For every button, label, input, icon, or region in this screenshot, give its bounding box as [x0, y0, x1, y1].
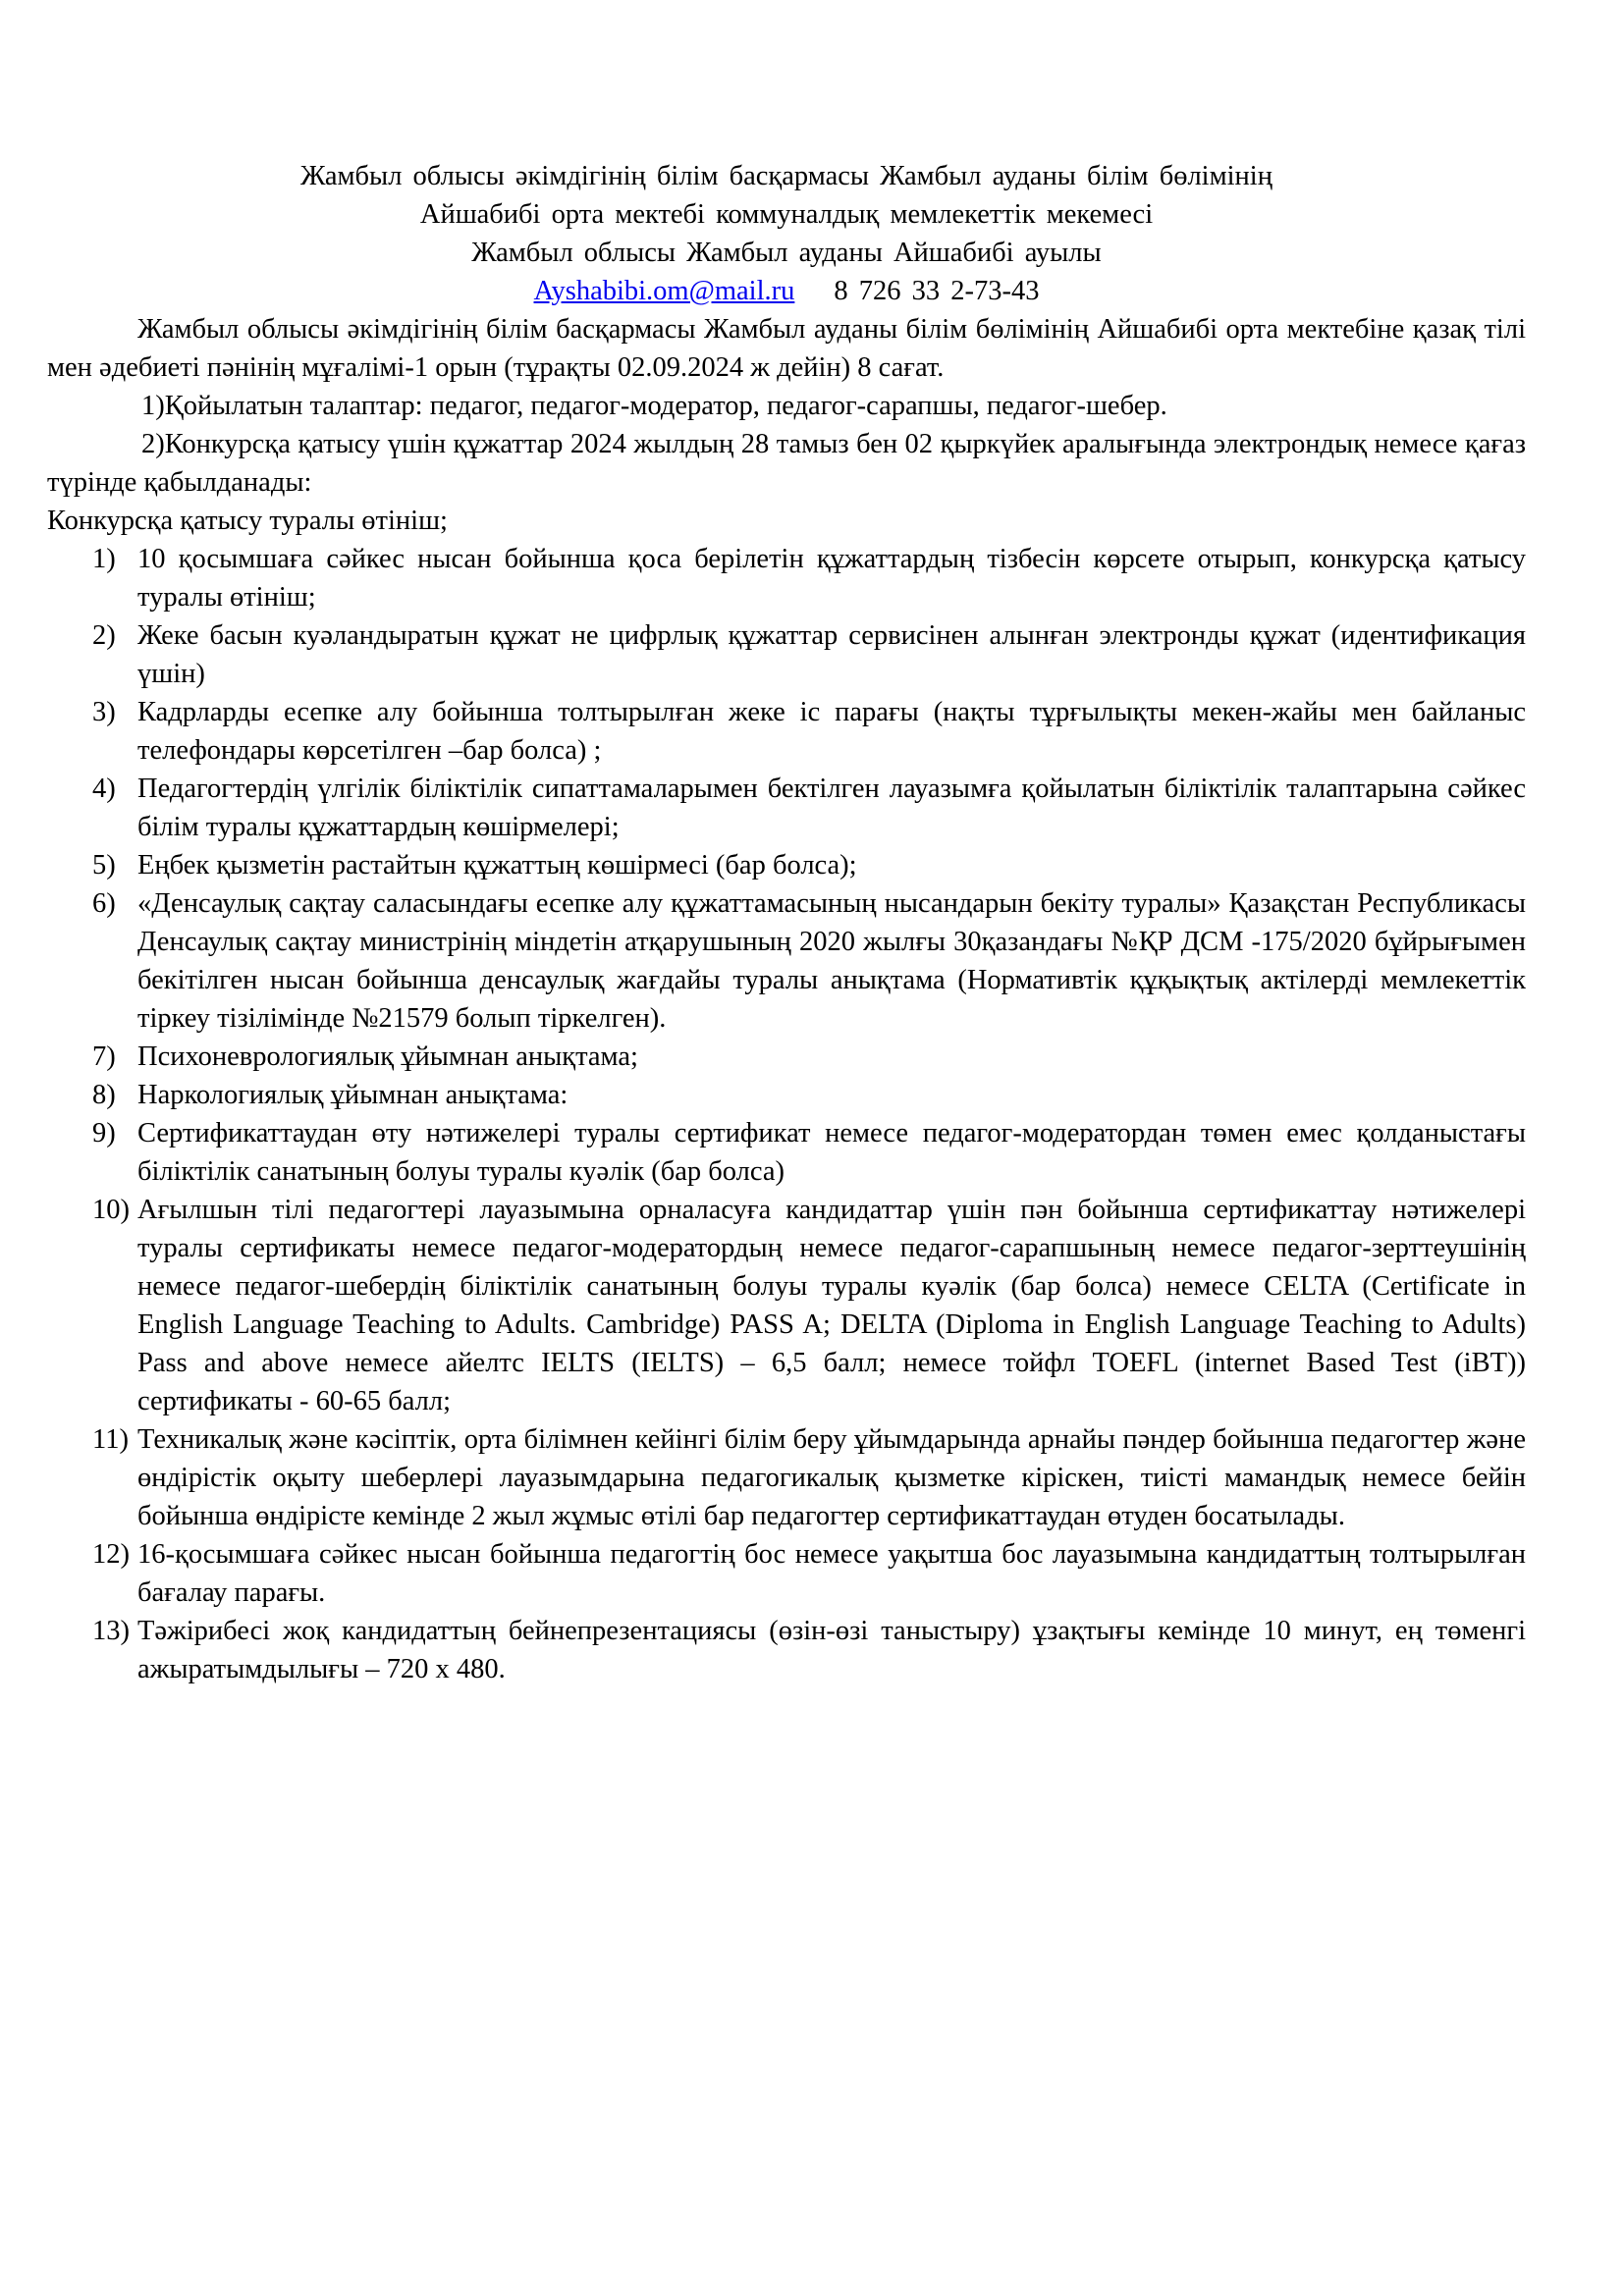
list-item-text: Сертификаттаудан өту нәтижелері туралы сертификат немесе педагог-модератордан төмен емес қолданыстағы біліктілік санатының болуы туралы куәлік (бар болса): [137, 1118, 1526, 1187]
documents-list: [47, 540, 1526, 1688]
header-contact-line: [47, 272, 1526, 310]
list-item-text: 16-қосымшаға сәйкес нысан бойынша педагогтің бос немесе уақытша бос лауазымына кандидаттың толтырылған бағалау парағы.: [137, 1539, 1526, 1608]
application-title: Конкурсқа қатысу туралы өтініш;: [47, 506, 448, 536]
list-item-text: Кадрларды есепке алу бойынша толтырылған жеке іс парағы (нақты тұрғылықты мекен-жайы мен байланыс телефондары көрсетілген –бар болса) ;: [137, 697, 1526, 766]
list-item-number: 2): [92, 620, 116, 651]
document-list-item: [47, 693, 1526, 770]
list-item-number: 5): [92, 850, 116, 881]
document-list-item: [47, 770, 1526, 846]
document-list-item: [47, 1420, 1526, 1535]
document-list-item: [47, 1535, 1526, 1612]
vacancy-intro: Жамбыл облысы әкімдігінің білім басқармасы Жамбыл ауданы білім бөлімінің Айшабибі орта мектебіне қазақ тілі мен әдебиеті пәнінің мұғалімі-1 орын (тұрақты 02.09.2024 ж дейін) 8 сағат.: [47, 314, 1526, 383]
list-item-text: 10 қосымшаға сәйкес нысан бойынша қоса берілетін құжаттардың тізбесін көрсете отырып, конкурсқа қатысу туралы өтініш;: [137, 544, 1526, 613]
requirements-paragraph: 1)Қойылатын талаптар: педагог, педагог-модератор, педагог-сарапшы, педагог-шебер.: [141, 391, 1167, 421]
document-list-item: [47, 1038, 1526, 1076]
document-list-item: [47, 1612, 1526, 1688]
document-list-item: [47, 846, 1526, 884]
list-item-text: Ағылшын тілі педагогтері лауазымына орналасуға кандидаттар үшін пән бойынша сертификаттау нәтижелері туралы сертификаты немесе педагог-модератордың немесе педагог-сарапшының немесе педагог-зерттеушінің немесе педагог-шебердің біліктілік санатының болуы туралы куәлік (бар болса) немесе CELTA (Certificate in English Language Teaching to Adults. Cambridge) PASS A; DELTA (Diploma in English Language Teaching to Adults) Pass and above немесе айелтс IELTS (IELTS) – 6,5 балл; немесе тойфл TOEFL (internet Based Test (iBT)) сертификаты - 60-65 балл;: [137, 1195, 1526, 1416]
phone-number: 8 726 33 2-73-43: [834, 276, 1040, 306]
list-item-number: 1): [92, 544, 116, 574]
list-item-text: Психоневрологиялық ұйымнан анықтама;: [137, 1041, 638, 1072]
list-item-number: 3): [92, 697, 116, 727]
list-item-text: Техникалық және кәсіптік, орта білімнен кейінгі білім беру ұйымдарында арнайы пәндер бойынша педагогтер және өндірістік оқыту шеберлері лауазымдарына педагогикалық қызметке кіріскен, тиісті мамандық немесе бейін бойынша өндірісте кемінде 2 жыл жұмыс өтілі бар педагогтер сертификаттаудан өтуден босатылады.: [137, 1424, 1526, 1531]
list-item-number: 9): [92, 1118, 116, 1148]
list-item-number: 11): [92, 1424, 129, 1455]
document-list-item: [47, 1191, 1526, 1420]
document-list-item: [47, 616, 1526, 693]
list-item-text: Еңбек қызметін растайтын құжаттың көшірмесі (бар болса);: [137, 850, 857, 881]
header-line-1: Жамбыл облысы әкімдігінің білім басқармасы Жамбыл ауданы білім бөлімінің: [300, 161, 1272, 191]
list-item-text: Тәжірибесі жоқ кандидаттың бейнепрезентациясы (өзін-өзі таныстыру) ұзақтығы кемінде 10 минут, ең төменгі ажыратымдылығы – 720 х 480.: [137, 1616, 1526, 1684]
document-list-item: [47, 884, 1526, 1038]
document-list-item: [47, 1076, 1526, 1114]
header-line-3: Жамбыл облысы Жамбыл ауданы Айшабибі ауылы: [471, 238, 1102, 268]
list-item-number: 8): [92, 1080, 116, 1110]
list-item-number: 12): [92, 1539, 130, 1570]
email-link[interactable]: Ayshabibi.om@mail.ru: [533, 276, 795, 306]
list-item-number: 10): [92, 1195, 130, 1225]
list-item-text: Наркологиялық ұйымнан анықтама:: [137, 1080, 568, 1110]
list-item-number: 13): [92, 1616, 130, 1646]
list-item-number: 7): [92, 1041, 116, 1072]
header-line-2: Айшабибі орта мектебі коммуналдық мемлекеттік мекемесі: [419, 199, 1154, 230]
document-page: [47, 157, 1526, 1688]
documents-period-paragraph: 2)Конкурсқа қатысу үшін құжаттар 2024 жылдың 28 тамыз бен 02 қыркүйек аралығында электрондық немесе қағаз түрінде қабылданады:: [47, 429, 1526, 498]
document-list-item: [47, 1114, 1526, 1191]
document-header: [47, 157, 1526, 310]
list-item-text: Жеке басын куәландыратын құжат не цифрлық құжаттар сервисінен алынған электронды құжат (идентификация үшін): [137, 620, 1526, 689]
list-item-text: «Денсаулық сақтау саласындағы есепке алу құжаттамасының нысандарын бекіту туралы» Қазақстан Республикасы Денсаулық сақтау министрінің міндетін атқарушының 2020 жылғы 30қазандағы №ҚР ДСМ -175/2020 бұйрығымен бекітілген нысан бойынша денсаулық жағдайы туралы анықтама (Нормативтік құқықтық актілерді мемлекеттік тіркеу тізілімінде №21579 болып тіркелген).: [137, 888, 1526, 1034]
list-item-text: Педагогтердің үлгілік біліктілік сипаттамаларымен бектілген лауазымға қойылатын біліктілік талаптарына сәйкес білім туралы құжаттардың көшірмелері;: [137, 774, 1526, 842]
document-list-item: [47, 540, 1526, 616]
list-item-number: 4): [92, 774, 116, 804]
list-item-number: 6): [92, 888, 116, 919]
